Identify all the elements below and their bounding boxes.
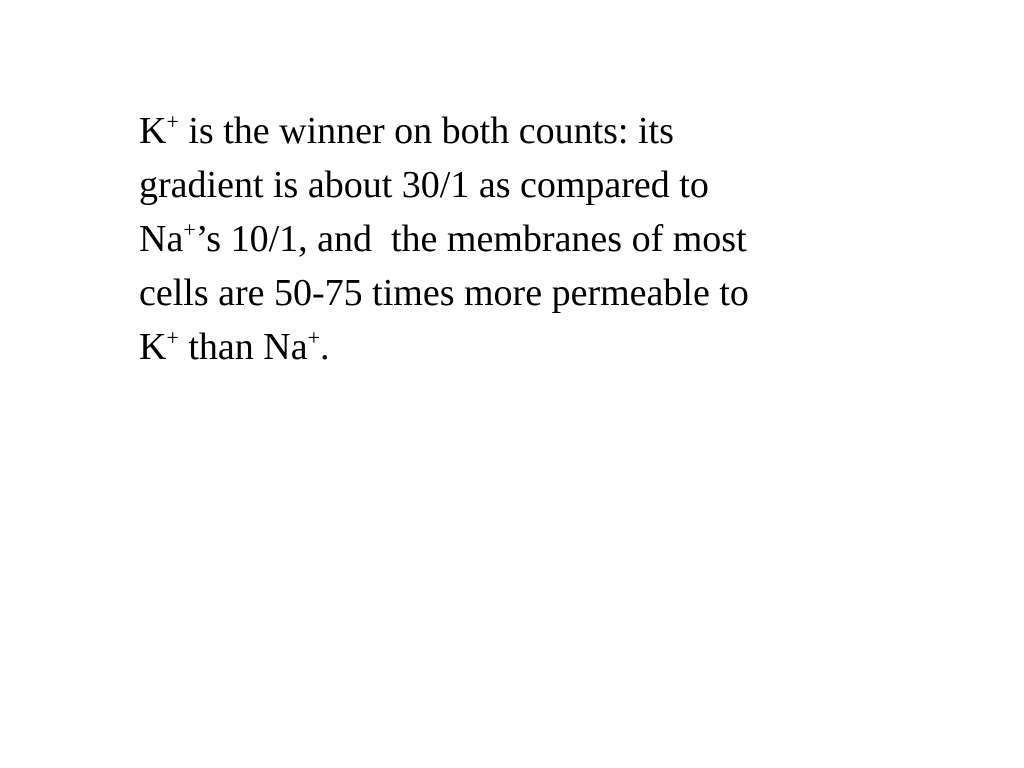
text-line	[139, 320, 899, 374]
text-line	[139, 158, 899, 212]
text-line	[139, 104, 899, 158]
text-segment: K	[139, 326, 167, 368]
superscript-plus: +	[166, 325, 179, 350]
text-segment: than Na	[178, 326, 308, 368]
text-segment: is the winner on both counts: its	[178, 110, 674, 152]
text-line	[139, 212, 899, 266]
superscript-plus: +	[183, 217, 196, 242]
superscript-plus: +	[307, 325, 321, 350]
slide-body-text	[139, 104, 899, 374]
text-segment: .	[320, 326, 330, 368]
superscript-plus: +	[166, 109, 179, 134]
text-segment: cells are 50-75 times more permeable to	[139, 272, 749, 314]
text-segment: gradient is about 30/1 as compared to	[139, 164, 709, 206]
text-line	[139, 266, 899, 320]
text-segment: K	[139, 110, 167, 152]
text-segment: ’s 10/1, and the membranes of most	[195, 218, 747, 260]
text-segment: Na	[139, 218, 184, 260]
